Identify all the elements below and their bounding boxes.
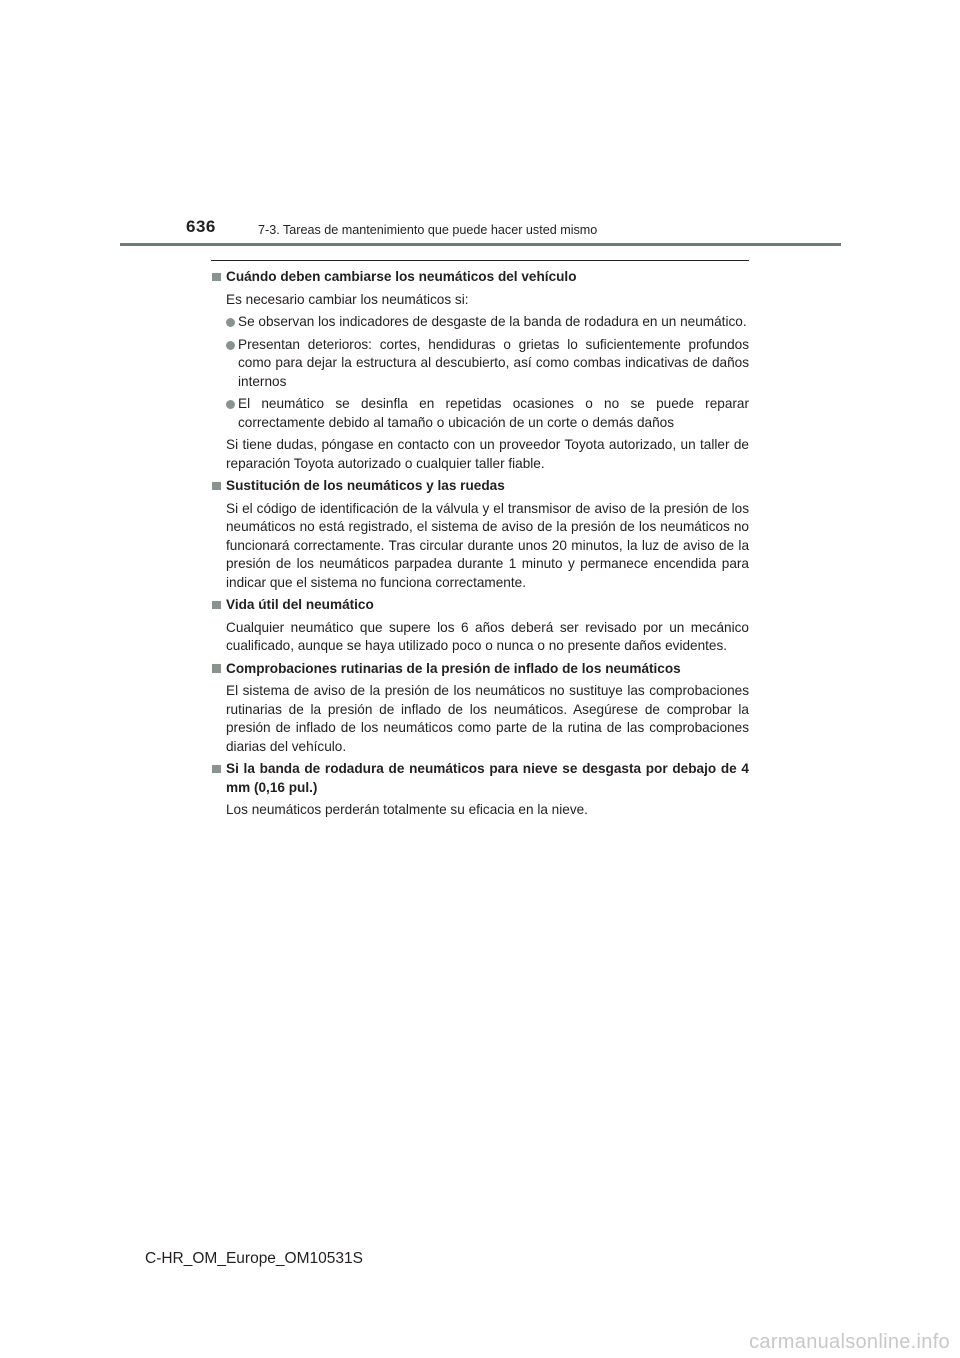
intro-text: Es necesario cambiar los neumáticos si: [226,291,469,307]
heading-text: Vida útil del neumático [226,597,374,612]
content-rule [211,260,749,261]
heading-text: Comprobaciones rutinarias de la presión de inflado de los neumáticos [226,660,681,676]
list-item [226,395,749,432]
section-heading [211,660,749,679]
body-text: Los neumáticos perderán totalmente su eficacia en la nieve. [226,802,588,817]
page-content [211,268,749,824]
footer-document-code: C-HR_OM_Europe_OM10531S [145,1250,363,1267]
section-tire-wheel-replacement [211,477,749,592]
section-tire-life [211,596,749,656]
circle-bullet-icon [226,318,235,327]
body-text: El sistema de aviso de la presión de los neumáticos no sustituye las comprobaciones rutinarias de la presión de inflado de los neumáticos. Asegúrese de comprobar la presión de inflado de los neumáticos como parte de la rutina de las comprobaciones diarias del vehículo. [226,683,749,754]
page-number: 636 [186,217,216,236]
square-bullet-icon [212,482,221,491]
list-item-text: Se observan los indicadores de desgaste de la banda de rodadura en un neumático. [238,314,747,329]
body-text: Cualquier neumático que supere los 6 años deberá ser revisado por un mecánico cualificado, aunque se haya utilizado poco o nunca o no presente daños evidentes. [226,619,749,653]
list-item [226,336,749,392]
section-heading [211,268,749,287]
list-item-text: Presentan deterioros: cortes, hendiduras o grietas lo suficientemente profundos como para dejar la estructura al descubierto, así como combas indicativas de daños internos [238,336,749,389]
watermark: carmanualsonline.info [749,1331,950,1353]
list-item-text: El neumático se desinfla en repetidas ocasiones o no se puede reparar correctamente debido al tamaño o ubicación de un corte o demás daños [238,396,749,430]
section-heading [211,760,749,797]
section-title: 7-3. Tareas de mantenimiento que puede hacer usted mismo [258,223,598,237]
section-heading [211,477,749,496]
header-rule [120,243,841,246]
circle-bullet-icon [226,400,235,409]
square-bullet-icon [212,765,221,774]
list-item [226,313,749,332]
section-snow-tire-wear [211,760,749,820]
circle-bullet-icon [226,341,235,350]
square-bullet-icon [212,601,221,610]
section-when-to-replace [211,268,749,473]
outro-text: Si tiene dudas, póngase en contacto con un proveedor Toyota autorizado, un taller de reparación Toyota autorizado o cualquier taller fiable. [226,437,749,471]
heading-text: Sustitución de los neumáticos y las ruedas [226,478,505,493]
section-heading [211,596,749,615]
heading-text: Cuándo deben cambiarse los neumáticos del vehículo [226,269,577,284]
square-bullet-icon [212,273,221,282]
section-routine-pressure-checks [211,660,749,757]
heading-text: Si la banda de rodadura de neumáticos para nieve se desgasta por debajo de 4 mm (0,16 pul.) [226,761,749,795]
body-text: Si el código de identificación de la válvula y el transmisor de aviso de la presión de los neumáticos no está registrado, el sistema de aviso de la presión de los neumáticos no funcionará correctamente. Tras circular durante unos 20 minutos, la luz de aviso de la presión de los neumáticos parpadea durante 1 minuto y permanece encendida para indicar que el sistema no funciona correctamente. [226,500,749,590]
square-bullet-icon [212,664,221,673]
